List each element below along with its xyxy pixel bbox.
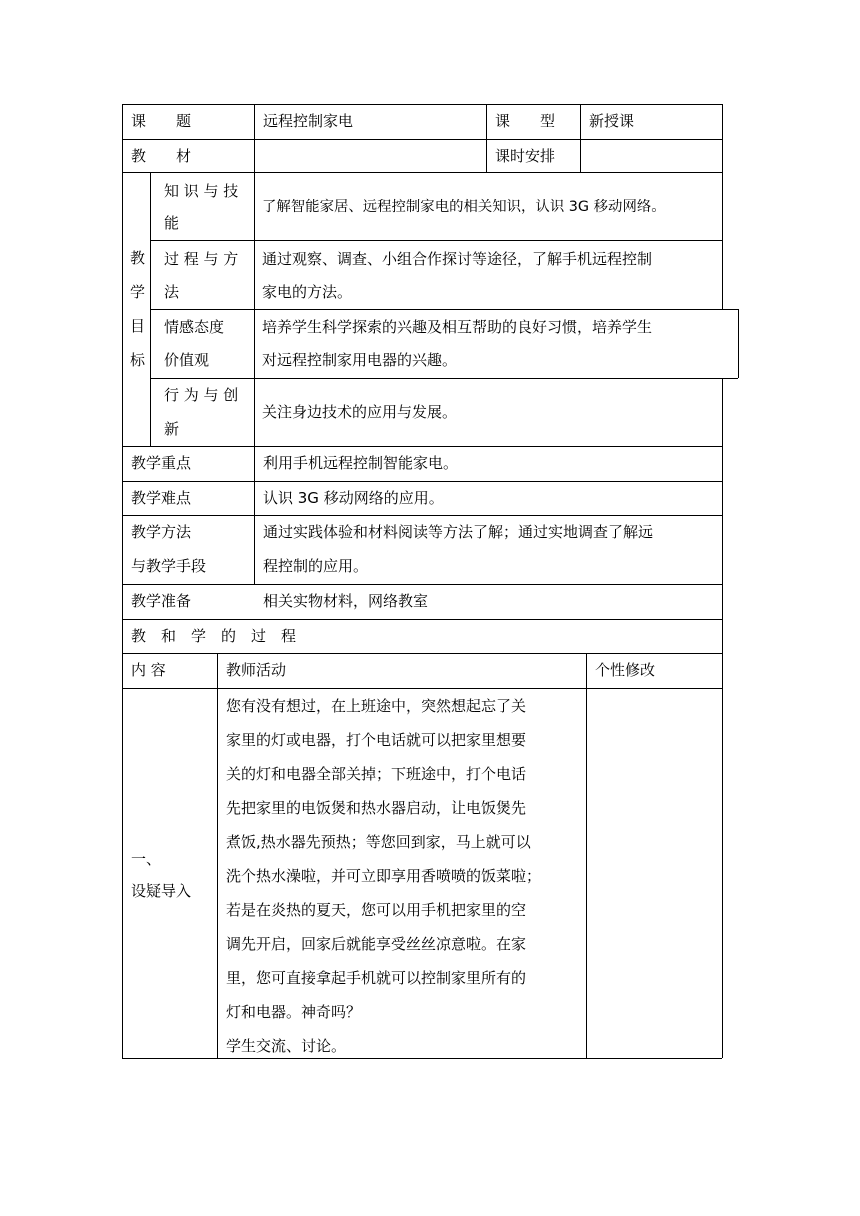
- goal-attitude-label: 情感态度: [164, 318, 225, 336]
- grid-line: [738, 309, 739, 378]
- teacher-line: 学生交流、讨论。: [226, 1037, 347, 1055]
- grid-line: [150, 240, 722, 241]
- goal-process-text-2: 家电的方法。: [262, 283, 353, 301]
- col-teacher-header: 教师活动: [226, 661, 287, 679]
- goal-process-label: 过 程 与 方: [164, 250, 239, 268]
- teacher-activity-block: [218, 689, 586, 1063]
- grid-line: [586, 653, 587, 1058]
- topic-label: 课 题: [131, 112, 192, 130]
- teacher-line: 洗个热水澡啦，并可立即享用香喷喷的饭菜啦；: [226, 867, 542, 885]
- prep-value: 相关实物材料，网络教室: [263, 592, 429, 610]
- method-label-1: 教学方法: [131, 523, 192, 541]
- schedule-label: 课时安排: [495, 147, 556, 165]
- grid-line: [150, 309, 738, 310]
- goal-behavior-text: 关注身边技术的应用与发展。: [262, 403, 458, 421]
- teacher-line: 若是在炎热的夏天，您可以用手机把家里的空: [226, 901, 527, 919]
- teacher-line: 家里的灯或电器，打个电话就可以把家里想要: [226, 731, 527, 749]
- grid-line: [722, 104, 723, 309]
- teacher-line: 关的灯和电器全部关掉；下班途中，打个电话: [226, 765, 527, 783]
- goal-attitude-label-2: 价值观: [164, 351, 210, 369]
- goal-behavior-label: 行 为 与 创: [164, 386, 239, 404]
- col-edit-header: 个性修改: [595, 661, 656, 679]
- goal-knowledge-text: 了解智能家居、远程控制家电的相关知识，认识 3G 移动网络。: [262, 199, 666, 215]
- teacher-line: 您有没有想过，在上班途中，突然想起忘了关: [226, 697, 527, 715]
- goal-process-text-1: 通过观察、调查、小组合作探讨等途径，了解手机远程控制: [262, 250, 653, 268]
- teacher-line: 煮饭,热水器先预热；等您回到家，马上就可以: [226, 833, 531, 851]
- type-label: 课 型: [495, 112, 556, 130]
- grid-line: [722, 378, 723, 1058]
- goal-knowledge-label: 知 识 与 技: [164, 182, 239, 200]
- method-value-1: 通过实践体验和材料阅读等方法了解；通过实地调查了解远: [263, 523, 654, 541]
- goal-behavior-label-2: 新: [164, 420, 180, 438]
- prep-label: 教学准备: [131, 592, 192, 610]
- topic-value: 远程控制家电: [263, 112, 354, 130]
- method-value-2: 程控制的应用。: [263, 557, 369, 575]
- goal-process-label-2: 法: [164, 283, 180, 301]
- material-label: 教 材: [131, 147, 192, 165]
- difficulty-label: 教学难点: [131, 489, 192, 507]
- method-label-2: 与教学手段: [131, 557, 207, 575]
- process-title: 教 和 学 的 过 程: [131, 627, 297, 645]
- goal-attitude-text-1: 培养学生科学探索的兴趣及相互帮助的良好习惯，培养学生: [262, 318, 653, 336]
- teacher-line: 灯和电器。神奇吗？: [226, 1003, 362, 1021]
- key-point-value: 利用手机远程控制智能家电。: [263, 454, 459, 472]
- type-value: 新授课: [589, 112, 635, 130]
- col-content-header: 内 容: [131, 661, 166, 679]
- key-point-label: 教学重点: [131, 454, 192, 472]
- teacher-line: 里，您可直接拿起手机就可以控制家里所有的: [226, 969, 527, 987]
- goals-group-label-4: 标: [130, 351, 146, 369]
- difficulty-value: 认识 3G 移动网络的应用。: [263, 489, 444, 507]
- teacher-line: 先把家里的电饭煲和热水器启动，让电饭煲先: [226, 799, 527, 817]
- section-title: 设疑导入: [131, 882, 192, 900]
- goals-group-label-1: 教: [130, 249, 146, 267]
- section-number: 一、: [131, 850, 162, 868]
- goals-group-label-3: 目: [130, 317, 146, 335]
- teacher-line: 调先开启，回家后就能享受丝丝凉意啦。在家: [226, 935, 527, 953]
- goal-knowledge-label-2: 能: [164, 214, 180, 232]
- goals-group-label-2: 学: [130, 283, 146, 301]
- goal-attitude-text-2: 对远程控制家用电器的兴趣。: [262, 351, 458, 369]
